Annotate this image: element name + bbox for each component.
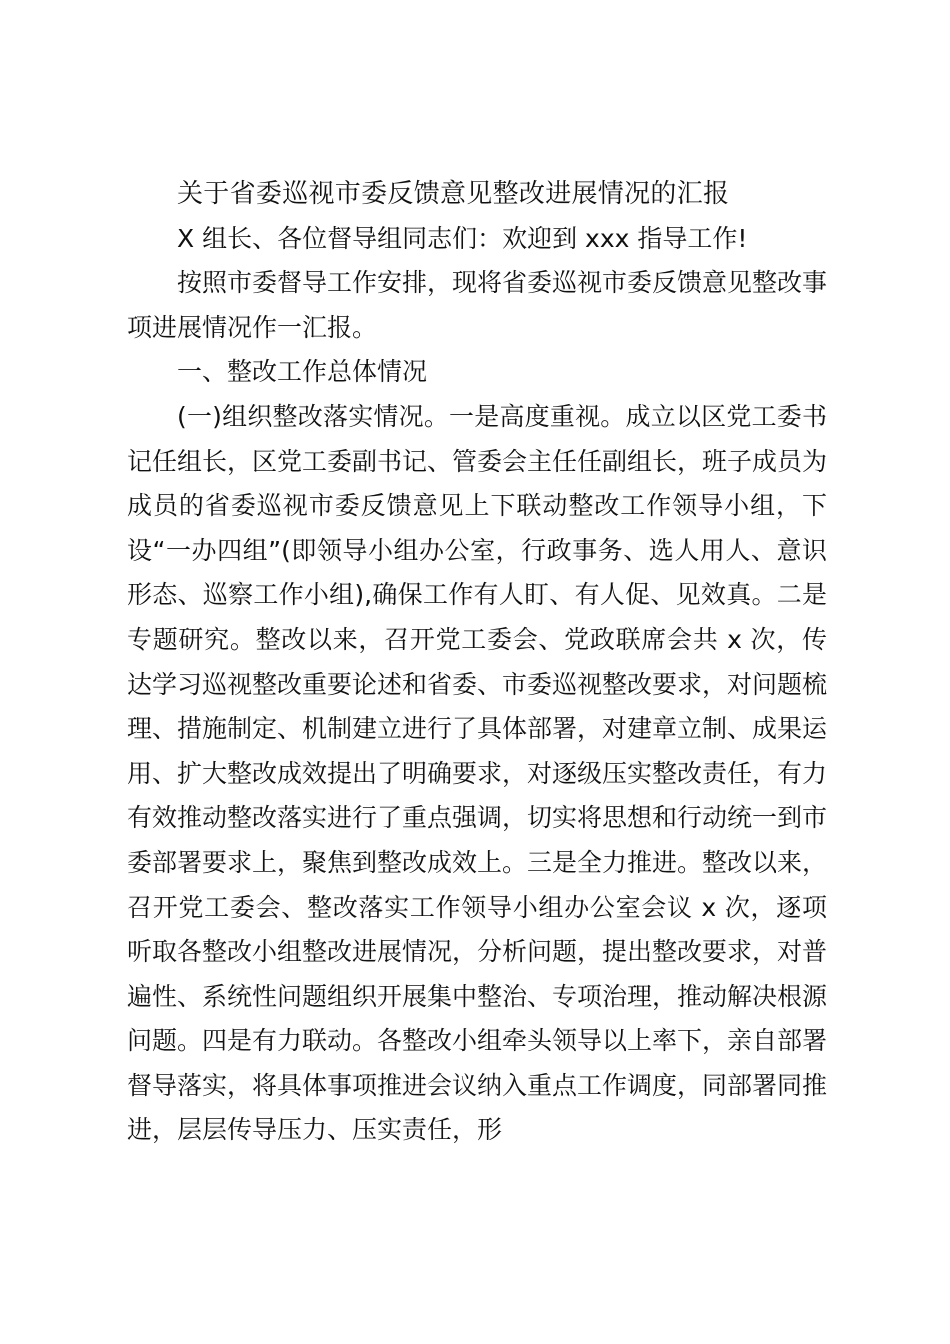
greeting-paragraph: X 组长、各位督导组同志们：欢迎到 xxx 指导工作! — [177, 223, 748, 253]
body-paragraph: (一)组织整改落实情况。一是高度重视。成立以区党工委书记任组长，区党工委副书记、管委会主任任副组长，班子成员为成员的省委巡视市委反馈意见上下联动整改工作领导小组，下设“一办四组”(即领导小组办公室，行政事务、选人用人、意识形态、巡察工作小组),确保工作有人盯、有人促、见效真。二是专题研究。整改以来，召开党工委会、党政联席会共 x 次，传达学习巡视整改重要论述和省委、市委巡视整改要求，对问题梳理、措施制定、机制建立进行了具体部署，对建章立制、成果运用、扩大整改成效提出了明确要求，对逐级压实整改责任，有力有效推动整改落实进行了重点强调，切实将思想和行动统一到市委部署要求上，聚焦到整改成效上。三是全力推进。整改以来，召开党工委会、整改落实工作领导小组办公室会议 x 次，逐项听取各整改小组整改进展情况，分析问题，提出整改要求，对普遍性、系统性问题组织开展集中整治、专项治理，推动解决根源问题。四是有力联动。各整改小组牵头领导以上率下，亲自部署督导落实，将具体事项推进会议纳入重点工作调度，同部署同推进，层层传导压力、压实责任，形 — [127, 401, 828, 1145]
document-body — [127, 172, 827, 1153]
section-heading: 一、整改工作总体情况 — [177, 357, 428, 387]
intro-paragraph: 按照市委督导工作安排，现将省委巡视市委反馈意见整改事项进展情况作一汇报。 — [127, 268, 828, 342]
document-title: 关于省委巡视市委反馈意见整改进展情况的汇报 — [177, 179, 730, 209]
